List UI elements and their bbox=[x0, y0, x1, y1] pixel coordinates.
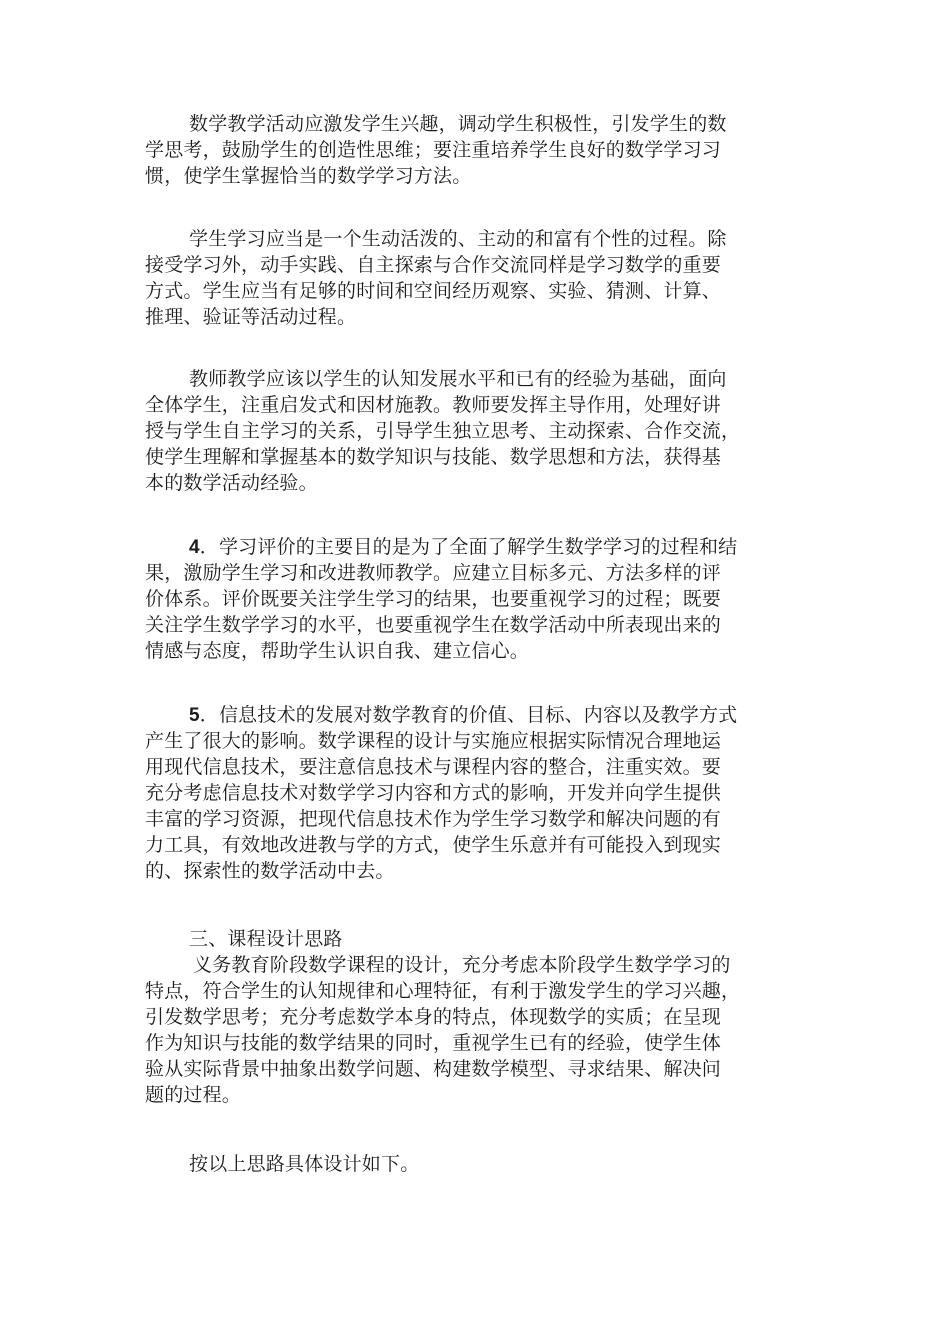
text-line: 产生了很大的影响。数学课程的设计与实施应根据实际情况合理地运 bbox=[145, 730, 722, 752]
text-line: 用现代信息技术，要注意信息技术与课程内容的整合，注重实效。要 bbox=[145, 756, 722, 778]
text-line: 价体系。评价既要关注学生学习的结果，也要重视学习的过程；既要 bbox=[145, 588, 722, 610]
text-line bbox=[145, 534, 805, 560]
text-line: 按以上思路具体设计如下。 bbox=[189, 1153, 420, 1175]
text-line: 果，激励学生学习和改进教师教学。应建立目标多元、方法多样的评 bbox=[145, 562, 722, 584]
text-line: 丰富的学习资源，把现代信息技术作为学生学习数学和解决问题的有 bbox=[145, 808, 722, 830]
text-line: 学思考，鼓励学生的创造性思维；要注重培养学生良好的数学学习习 bbox=[145, 139, 722, 161]
text-line-content: ．信息技术的发展对数学教育的价值、目标、内容以及教学方式 bbox=[199, 704, 738, 726]
paragraph-teaching-activities bbox=[145, 111, 805, 189]
text-line: 教师教学应该以学生的认知发展水平和已有的经验为基础，面向 bbox=[189, 368, 727, 390]
text-line: 全体学生，注重启发式和因材施教。教师要发挥主导作用，处理好讲 bbox=[145, 394, 722, 416]
text-line-content: ．学习评价的主要目的是为了全面了解学生数学学习的过程和结 bbox=[199, 536, 738, 558]
text-line: 验从实际背景中抽象出数学问题、构建数学模型、寻求结果、解决问 bbox=[145, 1058, 722, 1080]
item-number: 5 bbox=[189, 705, 200, 726]
text-line: 接受学习外，动手实践、自主探索与合作交流同样是学习数学的重要 bbox=[145, 254, 722, 276]
section-course-design bbox=[145, 926, 805, 1108]
paragraph-information-technology bbox=[145, 702, 805, 884]
item-number: 4 bbox=[189, 537, 200, 558]
paragraph-learning-evaluation bbox=[145, 534, 805, 664]
text-line: 的、探索性的数学活动中去。 bbox=[145, 860, 395, 882]
text-line: 数学教学活动应激发学生兴趣，调动学生积极性，引发学生的数 bbox=[189, 113, 727, 135]
text-line: 使学生理解和掌握基本的数学知识与技能、数学思想和方法，获得基 bbox=[145, 446, 722, 468]
paragraph-teacher-teaching bbox=[145, 366, 805, 496]
text-line: 力工具，有效地改进教与学的方式，使学生乐意并有可能投入到现实 bbox=[145, 834, 722, 856]
paragraph-design-follows bbox=[145, 1151, 805, 1177]
text-line: 引发数学思考；充分考虑数学本身的特点，体现数学的实质；在呈现 bbox=[145, 1006, 722, 1028]
text-line: 情感与态度，帮助学生认识自我、建立信心。 bbox=[145, 640, 530, 662]
text-line: 惯，使学生掌握恰当的数学学习方法。 bbox=[145, 165, 472, 187]
paragraph-student-learning bbox=[145, 226, 805, 330]
text-line bbox=[145, 702, 805, 728]
text-line: 特点，符合学生的认知规律和心理特征，有利于激发学生的学习兴趣， bbox=[145, 980, 741, 1002]
text-line: 作为知识与技能的数学结果的同时，重视学生已有的经验，使学生体 bbox=[145, 1032, 722, 1054]
text-line: 题的过程。 bbox=[145, 1084, 242, 1106]
text-line: 本的数学活动经验。 bbox=[145, 472, 318, 494]
text-line: 授与学生自主学习的关系，引导学生独立思考、主动探索、合作交流， bbox=[145, 420, 741, 442]
text-line: 推理、验证等活动过程。 bbox=[145, 306, 357, 328]
text-line: 义务教育阶段数学课程的设计，充分考虑本阶段学生数学学习的 bbox=[193, 954, 731, 976]
text-line: 方式。学生应当有足够的时间和空间经历观察、实验、猜测、计算、 bbox=[145, 280, 722, 302]
text-line: 充分考虑信息技术对数学学习内容和方式的影响，开发并向学生提供 bbox=[145, 782, 722, 804]
text-line: 关注学生数学学习的水平，也要重视学生在数学活动中所表现出来的 bbox=[145, 614, 722, 636]
text-line: 学生学习应当是一个生动活泼的、主动的和富有个性的过程。除 bbox=[189, 228, 727, 250]
section-heading: 三、课程设计思路 bbox=[189, 928, 343, 950]
